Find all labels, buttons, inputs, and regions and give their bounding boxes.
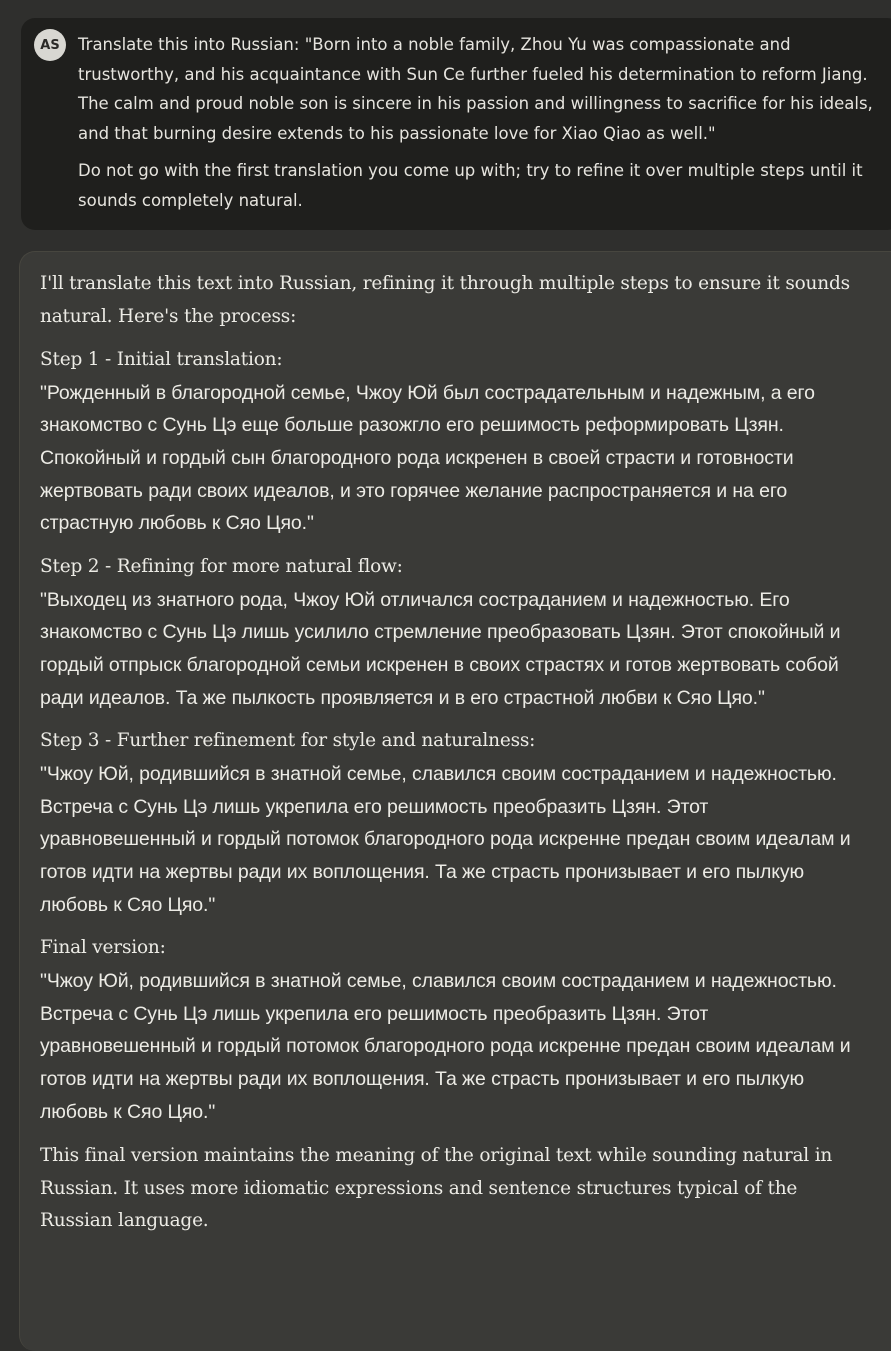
user-message: [21, 18, 891, 230]
step-translation: "Чжоу Юй, родившийся в знатной семье, славился своим состраданием и надежностью. Встреча с Сунь Цэ лишь укрепила его решимость преобразить Цзян. Этот уравновешенный и гордый потомок благородного рода искренне предан своим идеалам и готов идти на жертвы ради их воплощения. Та же страсть пронизывает и его пылкую любовь к Сяо Цяо.": [40, 762, 851, 916]
step-heading: Step 3 - Further refinement for style and naturalness:: [40, 730, 536, 752]
step-heading: Final version:: [40, 937, 166, 959]
step-1: [40, 344, 855, 540]
assistant-intro: I'll translate this text into Russian, refining it through multiple steps to ensure it sounds natural. Here's the process:: [40, 273, 850, 327]
step-translation: "Выходец из знатного рода, Чжоу Юй отличался состраданием и надежностью. Его знакомство с Сунь Цэ лишь усилило стремление преобразовать Цзян. Этот спокойный и гордый отпрыск благородной семьи искренен в своих страстях и готов жертвовать собой ради идеалов. Та же пылкость проявляется и в его страстной любви к Сяо Цяо.": [40, 588, 841, 709]
user-message-paragraph: Do not go with the first translation you come up with; try to refine it over multiple steps until it sounds completely natural.: [78, 161, 863, 210]
step-translation: "Чжоу Юй, родившийся в знатной семье, славился своим состраданием и надежностью. Встреча с Сунь Цэ лишь укрепила его решимость преобразить Цзян. Этот уравновешенный и гордый потомок благородного рода искренне предан своим идеалам и готов идти на жертвы ради их воплощения. Та же страсть пронизывает и его пылкую любовь к Сяо Цяо.": [40, 969, 851, 1123]
assistant-message: [19, 251, 891, 1351]
step-2: [40, 551, 855, 714]
final-version: [40, 932, 855, 1128]
step-translation: "Рожденный в благородной семье, Чжоу Юй был сострадательным и надежным, а его знакомство с Сунь Цэ еще больше разожгло его решимость реформировать Цзян. Спокойный и гордый сын благородного рода искренен в своей страсти и готовности жертвовать ради своих идеалов, и это горячее желание распространяется и на его страстную любовь к Сяо Цяо.": [40, 381, 815, 535]
assistant-closing: This final version maintains the meaning of the original text while sounding natural in Russian. It uses more idiomatic expressions and sentence structures typical of the Russian language.: [40, 1145, 833, 1232]
step-3: [40, 725, 855, 921]
user-message-paragraph: Translate this into Russian: "Born into a noble family, Zhou Yu was compassionate and trustworthy, and his acquaintance with Sun Ce further fueled his determination to reform Jiang. The calm and proud noble son is sincere in his passion and willingness to sacrifice for his ideals, and that burning desire extends to his passionate love for Xiao Qiao as well.": [78, 35, 873, 143]
step-heading: Step 1 - Initial translation:: [40, 349, 283, 370]
step-heading: Step 2 - Refining for more natural flow:: [40, 556, 403, 578]
user-avatar[interactable]: AS: [34, 29, 66, 61]
user-message-text: [78, 30, 878, 216]
assistant-message-body: [40, 268, 855, 1238]
